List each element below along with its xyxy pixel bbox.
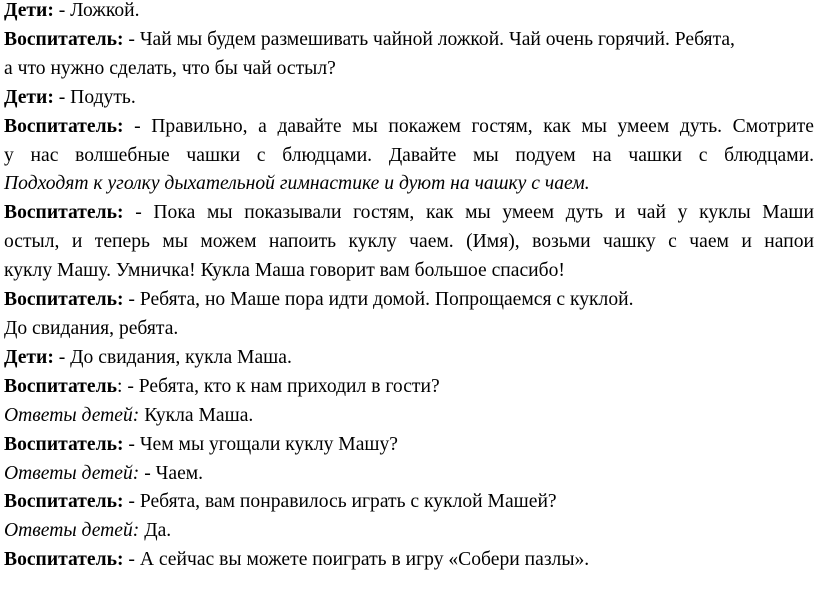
dialogue-line — [4, 431, 816, 460]
dialogue-line — [4, 0, 816, 26]
speaker-label: Воспитатель: — [4, 491, 124, 513]
dialogue-line — [4, 142, 814, 171]
line-text: у нас волшебные чашки с блюдцами. Давайте мы подуем на чашки с блюдцами. — [4, 144, 814, 166]
speaker-label: Дети: — [4, 346, 54, 368]
speaker-label: Воспитатель — [4, 375, 117, 397]
answer-line — [4, 460, 816, 489]
speaker-label: Воспитатель: — [4, 289, 124, 311]
line-text: а что нужно сделать, что бы чай остыл? — [4, 57, 336, 79]
speaker-label: Дети: — [4, 0, 54, 21]
dialogue-line — [4, 199, 814, 228]
dialogue-line — [4, 373, 816, 402]
line-text: - А сейчас вы можете поиграть в игру «Собери пазлы». — [123, 549, 590, 571]
line-text: Да. — [139, 520, 172, 542]
dialogue-line — [4, 84, 816, 113]
line-text: - Правильно, а давайте мы покажем гостям, как мы умеем дуть. Смотрите — [123, 115, 814, 137]
dialogue-line — [4, 228, 814, 257]
line-text: - Чай мы будем размешивать чайной ложкой. Чай очень горячий. Ребята, — [123, 28, 735, 50]
line-text: - Пока мы показывали гостям, как мы умеем дуть и чай у куклы Маши — [123, 202, 814, 224]
answer-line — [4, 517, 816, 546]
dialogue-line — [4, 55, 816, 84]
answer-label: Ответы детей: — [4, 520, 140, 542]
line-text: - До свидания, кукла Маша. — [53, 346, 292, 368]
line-text: куклу Машу. Умничка! Кукла Маша говорит вам большое спасибо! — [4, 260, 565, 282]
speaker-label: Воспитатель: — [4, 433, 124, 455]
speaker-label: Дети: — [4, 86, 54, 108]
dialogue-line — [4, 113, 814, 142]
line-text: - Ребята, вам понравилось играть с куклой Машей? — [123, 491, 557, 513]
speaker-label: Воспитатель: — [4, 549, 124, 571]
speaker-label: Воспитатель: — [4, 202, 124, 224]
line-text: - Подуть. — [53, 86, 136, 108]
speaker-label: Воспитатель: — [4, 28, 124, 50]
line-text: До свидания, ребята. — [4, 317, 179, 339]
line-text: : - Ребята, кто к нам приходил в гости? — [116, 375, 440, 397]
dialogue-line — [4, 488, 816, 517]
answer-line — [4, 402, 816, 431]
line-text: остыл, и теперь мы можем напоить куклу чаем. (Имя), возьми чашку с чаем и напои — [4, 231, 814, 253]
dialogue-line — [4, 257, 816, 286]
dialogue-line — [4, 315, 816, 344]
line-text: - Чем мы угощали куклу Машу? — [123, 433, 399, 455]
line-text: Кукла Маша. — [139, 404, 254, 426]
answer-label: Ответы детей: — [4, 462, 140, 484]
answer-label: Ответы детей: — [4, 404, 140, 426]
dialogue-line — [4, 286, 816, 315]
document-body — [4, 0, 816, 575]
line-text: - Чаем. — [139, 462, 204, 484]
speaker-label: Воспитатель: — [4, 115, 124, 137]
dialogue-line — [4, 344, 816, 373]
dialogue-line — [4, 26, 816, 55]
dialogue-line — [4, 546, 816, 575]
line-text: - Ребята, но Маше пора идти домой. Попрощаемся с куклой. — [123, 289, 634, 311]
line-text: - Ложкой. — [53, 0, 140, 21]
stage-direction — [4, 170, 816, 199]
stage-direction-text: Подходят к уголку дыхательной гимнастике и дуют на чашку с чаем. — [4, 173, 590, 195]
